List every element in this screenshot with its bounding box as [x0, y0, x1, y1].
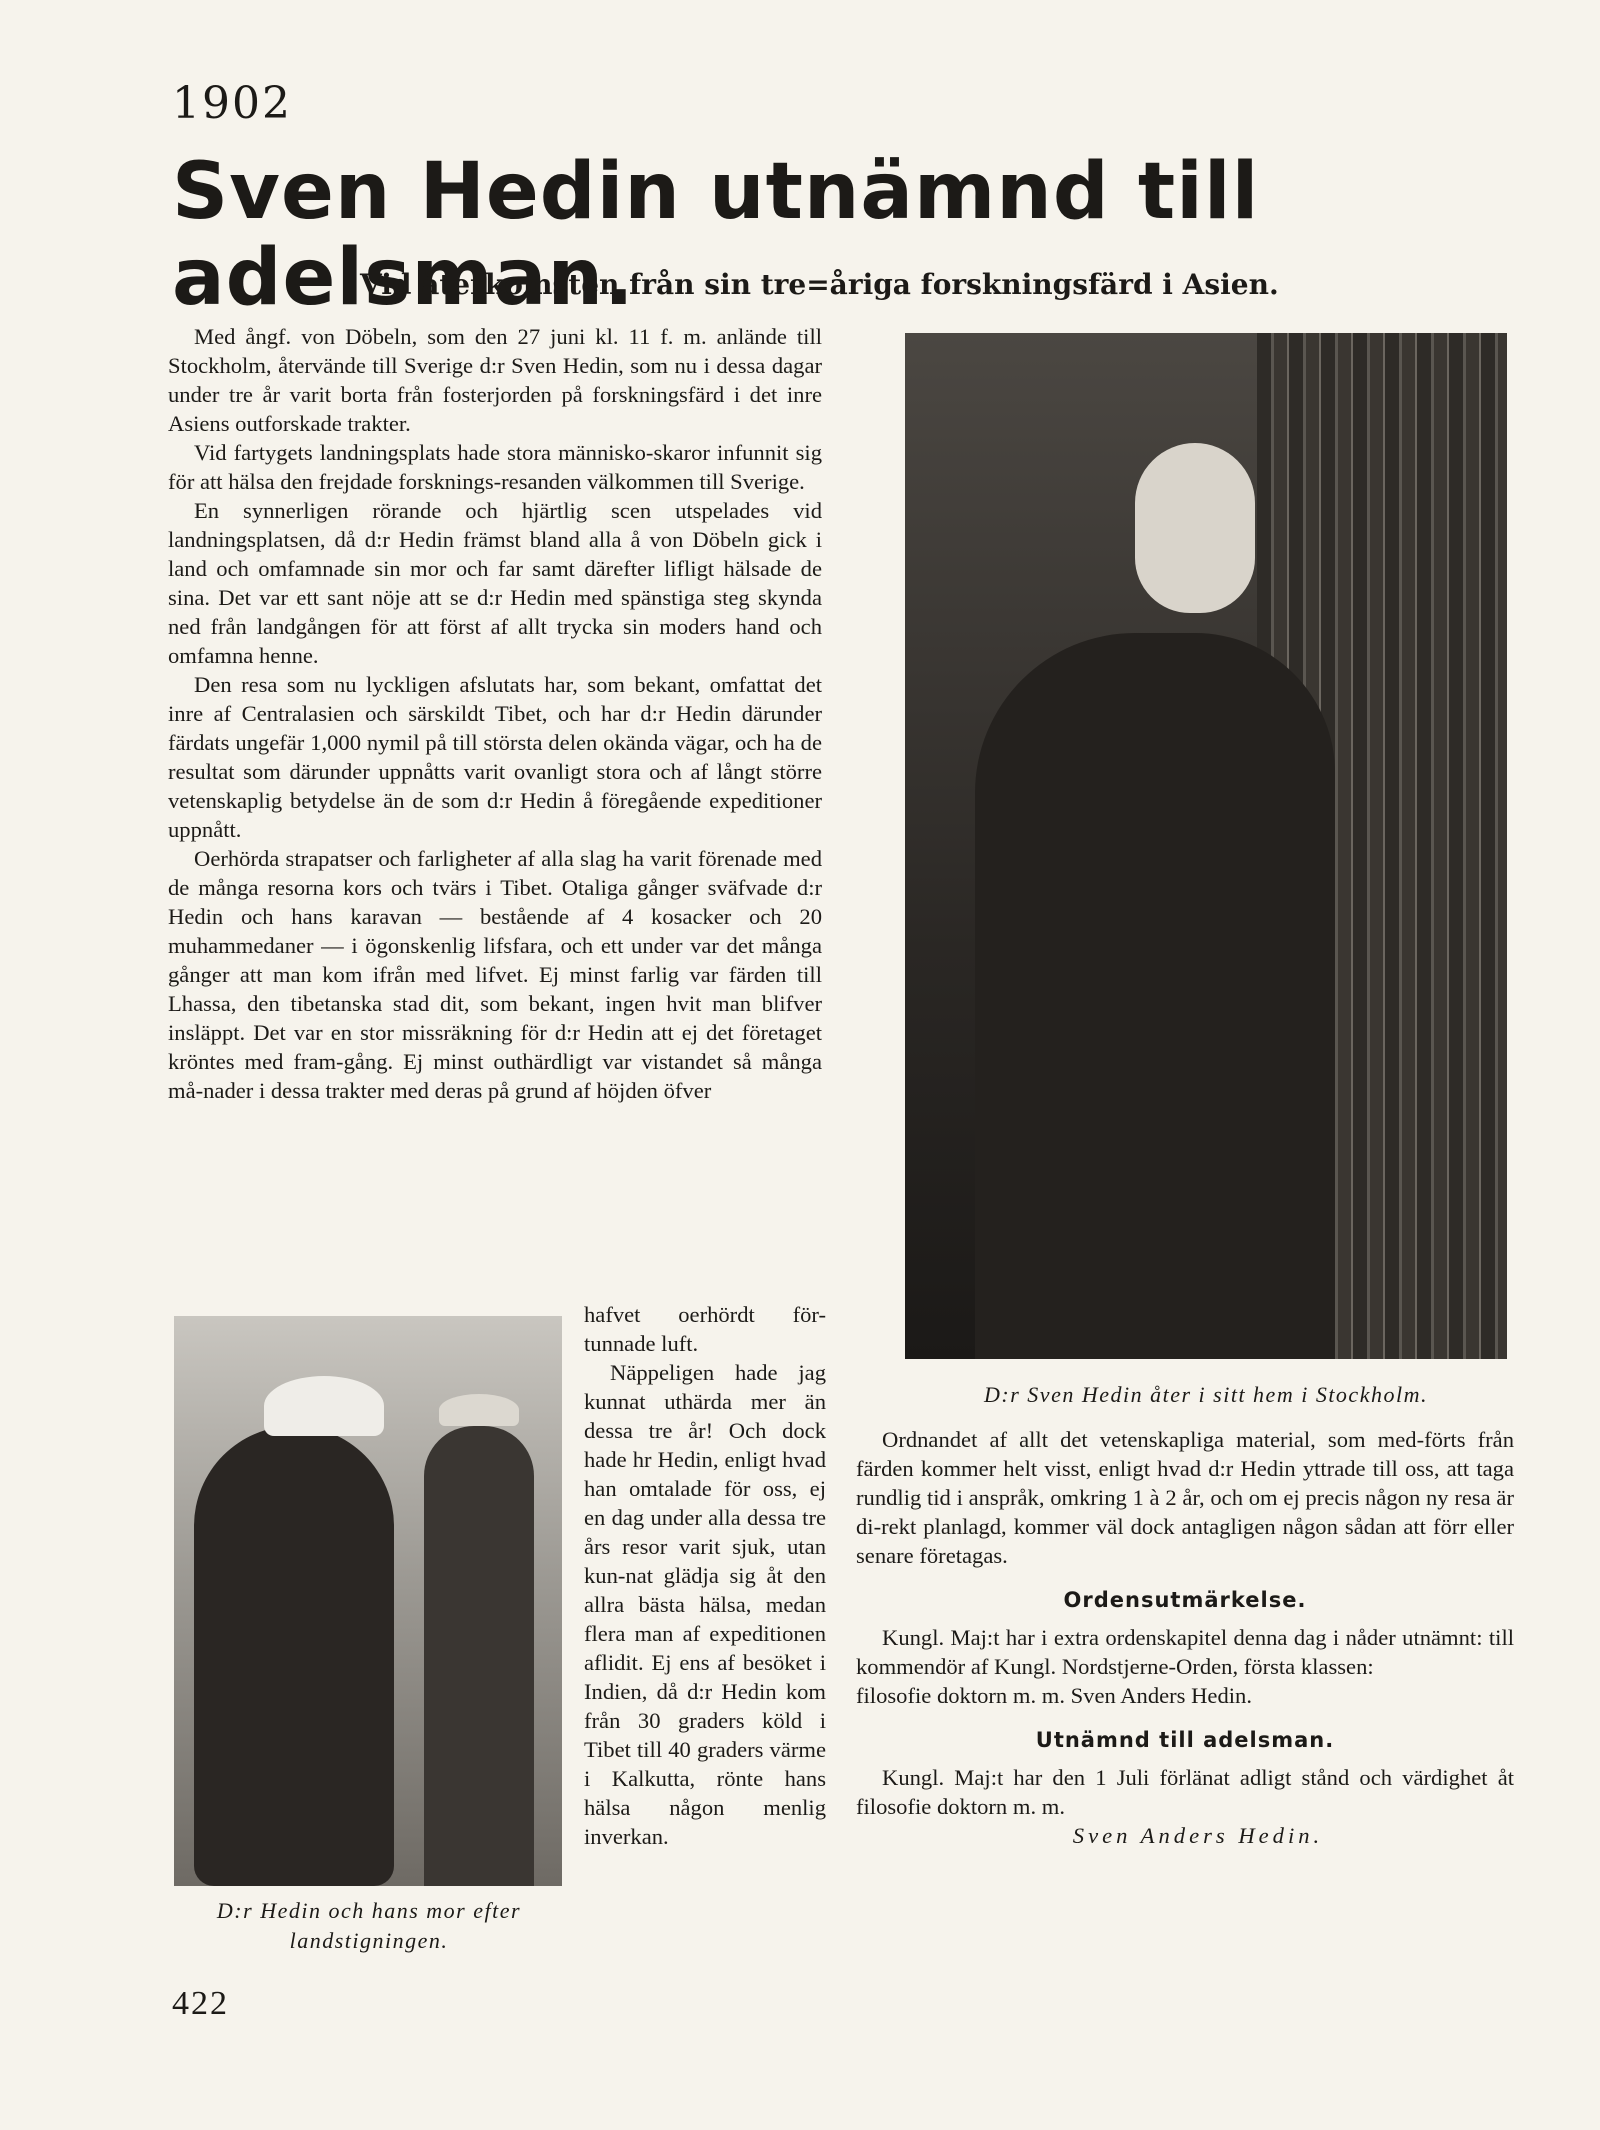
article-title: Sven Hedin utnämnd till adelsman.	[172, 147, 1260, 323]
paragraph: Vid fartygets landningsplats hade stora människo-skaror infunnit sig för att hälsa den frejdade forsknings-resanden välkommen till Sverige.	[168, 440, 822, 494]
landing-photo	[174, 1316, 562, 1886]
page-number: 422	[172, 1985, 229, 2022]
right-column	[856, 1425, 1514, 1850]
figure-body-graphic	[975, 633, 1335, 1359]
paragraph: hafvet oerhördt för-tunnade luft.	[584, 1302, 826, 1356]
hat-graphic	[264, 1376, 384, 1436]
left-column	[168, 322, 822, 1105]
landing-caption: D:r Hedin och hans mor efter landstigningen.	[216, 1898, 522, 1953]
section-heading: Ordensutmärkelse.	[1063, 1588, 1307, 1612]
section-heading: Utnämnd till adelsman.	[1035, 1728, 1335, 1752]
portrait-caption: D:r Sven Hedin åter i sitt hem i Stockholm.	[984, 1382, 1428, 1407]
paragraph: Den resa som nu lyckligen afslutats har, som bekant, omfattat det inre af Centralasien och särskildt Tibet, och har d:r Hedin därunder färdats ungefär 1,000 nymil på till största delen okända vägar, och ha de resultat som därunder uppnåtts varit ovanligt stora och af långt större vetenskaplig betydelse än de som d:r Hedin å föregående expeditioner uppnått.	[168, 672, 822, 842]
paragraph: Med ångf. von Döbeln, som den 27 juni kl. 11 f. m. anlände till Stockholm, återvände till Sverige d:r Sven Hedin, som nu i dessa dagar under tre år varit borta från fosterjorden på forskningsfärd i det inre Asiens outforskade trakter.	[168, 324, 822, 436]
paragraph: Ordnandet af allt det vetenskapliga material, som med-förts från färden kommer helt visst, enligt hvad d:r Hedin yttrade till oss, att taga rundlig tid i anspråk, omkring 1 à 2 år, och om ej precis någon ny resa är di-rekt planlagd, kommer väl dock antagligen någon sådan att förr eller senare företagas.	[856, 1427, 1514, 1568]
middle-column	[584, 1300, 826, 1851]
paragraph: Oerhörda strapatser och farligheter af alla slag ha varit förenade med de många resorna kors och tvärs i Tibet. Otaliga gånger sväfvade d:r Hedin och hans karavan — bestående af 4 kosacker och 20 muhammedaner — i ögonskenlig lifsfara, och ett under var det många gånger att man kom ifrån med lifvet. Ej minst farlig var färden till Lhassa, den tibetanska stad dit, som bekant, ingen hvit man blifver insläppt. Det var en stor missräkning för d:r Hedin att ej det företaget kröntes med fram-gång. Ej minst outhärdligt var vistandet så många må-nader i dessa trakter med deras på grund af höjden öfver	[168, 846, 822, 1103]
portrait-photo	[905, 333, 1507, 1359]
article-subtitle: Vid återkomsten från sin tre=åriga forskningsfärd i Asien.	[360, 268, 1279, 301]
paragraph: Näppeligen hade jag kunnat uthärda mer än dessa tre år! Och dock hade hr Hedin, enligt hvad han omtalade för oss, ej en dag under alla dessa tre års resor varit sjuk, utan kun-nat glädja sig åt den allra bästa hälsa, medan flera man af expeditionen aflidit. Ej ens af besöket i Indien, då d:r Hedin kom från 30 graders köld i Tibet till 40 graders värme i Kalkutta, rönte hans hälsa någon menlig inverkan.	[584, 1360, 826, 1849]
hat-graphic	[439, 1394, 519, 1426]
paragraph: filosofie doktorn m. m. Sven Anders Hedin.	[856, 1683, 1252, 1708]
paragraph: Kungl. Maj:t har i extra ordenskapitel denna dag i nåder utnämnt: till kommendör af Kungl. Nordstjerne-Orden, första klassen:	[856, 1625, 1514, 1679]
figure-graphic	[424, 1426, 534, 1886]
figure-head-graphic	[1135, 443, 1255, 613]
paragraph: Kungl. Maj:t har den 1 Juli förlänat adligt stånd och värdighet åt filosofie doktorn m. m.	[856, 1765, 1514, 1819]
name-line: Sven Anders Hedin.	[1072, 1823, 1324, 1848]
year-heading: 1902	[172, 78, 292, 129]
figure-graphic	[194, 1426, 394, 1886]
paragraph: En synnerligen rörande och hjärtlig scen utspelades vid landningsplatsen, då d:r Hedin främst bland alla å von Döbeln gick i land och omfamnade sin mor och far samt därefter lifligt hälsade de sina. Det var ett sant nöje att se d:r Hedin med spänstiga steg skynda ned från landgången för att först af allt trycka sin moders hand och omfamna henne.	[168, 498, 822, 668]
